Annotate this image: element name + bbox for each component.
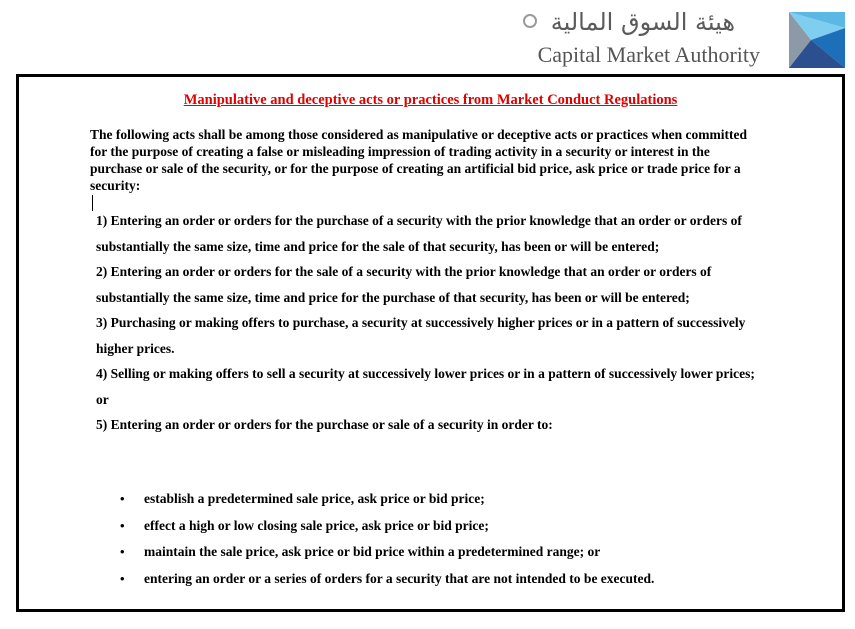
page-header (0, 0, 855, 72)
english-authority-name: Capital Market Authority (537, 42, 760, 67)
bullet-item (120, 486, 760, 513)
bullet-text: establish a predetermined sale price, ask price or bid price; (144, 491, 485, 506)
list-item: 3) Purchasing or making offers to purchase, a security at successively higher prices or in a pattern of successively higher prices. (96, 315, 746, 356)
document-title: Manipulative and deceptive acts or practices from Market Conduct Regulations (183, 92, 678, 108)
list-item: 2) Entering an order or orders for the sale of a security with the prior knowledge that an order or orders of substantially the same size, time and price for the purchase of that security, has been or will be entered; (96, 264, 712, 305)
bullet-list (120, 486, 760, 592)
text-cursor (92, 195, 93, 211)
bullet-item (120, 566, 760, 593)
cma-logo-icon (789, 12, 845, 68)
arabic-authority-name: هيئة السوق المالية (550, 8, 735, 36)
intro-paragraph: The following acts shall be among those considered as manipulative or deceptive acts or practices when committed for the purpose of creating a false or misleading impression of trading activity in a security or interest in the purchase or sale of the security, or for the purpose of creating an artificial bid price, ask price or trade price for a security: (90, 127, 747, 193)
list-item: 1) Entering an order or orders for the purchase of a security with the prior knowledge that an order or orders of substantially the same size, time and price for the sale of that security, has been or will be entered; (96, 213, 742, 254)
bullet-text: entering an order or a series of orders for a security that are not intended to be executed. (144, 570, 655, 586)
list-item: 5) Entering an order or orders for the purchase or sale of a security in order to: (96, 417, 553, 432)
list-item: 4) Selling or making offers to sell a security at successively lower prices or in a pattern of successively lower prices; or (96, 366, 755, 407)
bullet-item (120, 539, 760, 566)
document-frame (16, 74, 845, 612)
bullet-icon: • (120, 570, 125, 586)
numbered-list (96, 208, 756, 438)
bullet-icon: • (120, 544, 125, 559)
bullet-text: maintain the sale price, ask price or bid price within a predetermined range; or (144, 544, 601, 559)
seal-icon (523, 14, 537, 28)
bullet-icon: • (120, 517, 125, 533)
bullet-icon: • (120, 491, 125, 506)
bullet-item (120, 513, 760, 540)
bullet-text: effect a high or low closing sale price, ask price or bid price; (144, 517, 489, 533)
